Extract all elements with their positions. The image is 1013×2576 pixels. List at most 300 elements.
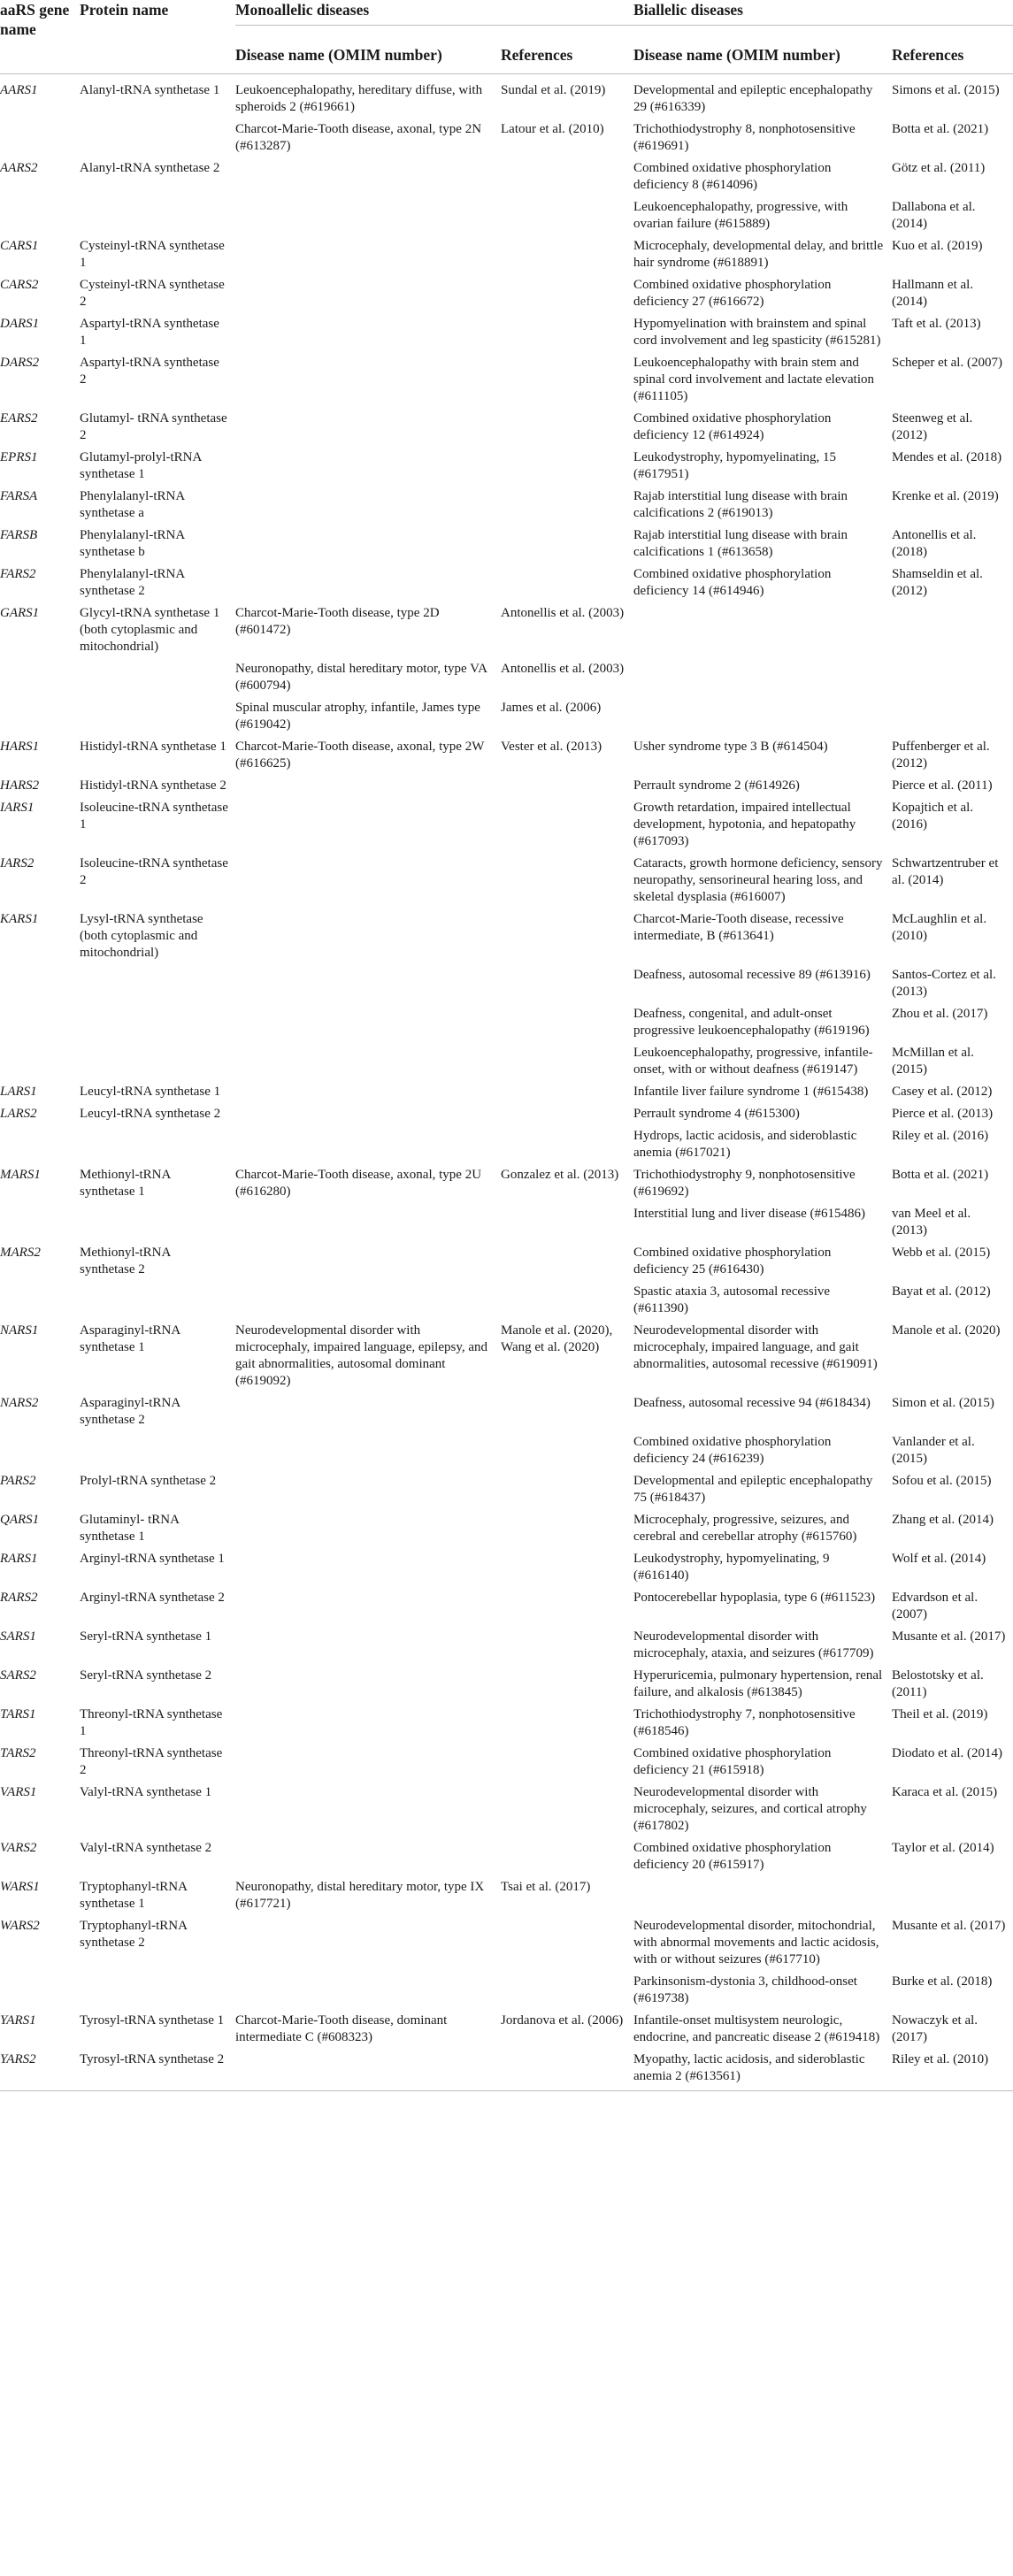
monoallelic-reference-cell — [501, 408, 633, 447]
protein-name-cell — [80, 1042, 235, 1081]
biallelic-disease-cell: Developmental and epileptic encephalopathy 29 (#616339) — [633, 83, 873, 114]
gene-cell: HARS1 — [0, 740, 40, 754]
protein-name-cell: Arginyl-tRNA synthetase 1 — [80, 1552, 225, 1566]
biallelic-reference-cell: Pierce et al. (2013) — [892, 1107, 994, 1121]
monoallelic-reference-cell — [501, 447, 633, 486]
protein-name-cell: Leucyl-tRNA synthetase 1 — [80, 1085, 221, 1099]
monoallelic-reference-cell — [501, 1242, 633, 1281]
table-row — [0, 1392, 1013, 1431]
protein-name-cell — [80, 964, 235, 1003]
monoallelic-disease-cell — [235, 1915, 501, 1971]
protein-name-cell: Tyrosyl-tRNA synthetase 1 — [80, 2013, 225, 2028]
monoallelic-reference-cell — [501, 1915, 633, 1971]
monoallelic-disease-cell: Neuronopathy, distal hereditary motor, type VA (#600794) — [235, 662, 487, 693]
biallelic-reference-cell: Vanlander et al. (2015) — [892, 1435, 975, 1466]
biallelic-reference-cell: Sofou et al. (2015) — [892, 1474, 992, 1488]
monoallelic-reference-cell: Antonellis et al. (2003) — [501, 662, 625, 676]
table-row — [0, 352, 1013, 408]
monoallelic-reference-cell — [501, 235, 633, 274]
gene-cell: IARS1 — [0, 801, 35, 815]
biallelic-disease-cell: Combined oxidative phosphorylation deficiency 12 (#614924) — [633, 411, 832, 442]
header-mono-references: References — [501, 26, 633, 74]
biallelic-disease-cell: Perrault syndrome 2 (#614926) — [633, 778, 800, 793]
biallelic-disease-cell: Combined oxidative phosphorylation deficiency 25 (#616430) — [633, 1246, 832, 1276]
header-monoallelic: Monoallelic diseases — [235, 1, 370, 19]
gene-cell — [0, 119, 80, 157]
gene-cell: CARS1 — [0, 239, 39, 253]
monoallelic-disease-cell — [235, 1081, 501, 1103]
monoallelic-disease-cell — [235, 1431, 501, 1470]
monoallelic-reference-cell — [501, 1392, 633, 1431]
gene-cell: WARS1 — [0, 1880, 40, 1894]
biallelic-disease-cell: Microcephaly, progressive, seizures, and cerebral and cerebellar atrophy (#615760) — [633, 1513, 857, 1544]
header-gene: aaRS gene name — [0, 1, 70, 38]
table-row — [0, 235, 1013, 274]
protein-name-cell: Isoleucine-tRNA synthetase 1 — [80, 801, 228, 832]
protein-name-cell — [80, 1431, 235, 1470]
protein-name-cell: Aspartyl-tRNA synthetase 2 — [80, 356, 219, 387]
protein-name-cell: Tryptophanyl-tRNA synthetase 1 — [80, 1880, 188, 1911]
biallelic-reference-cell: Krenke et al. (2019) — [892, 489, 999, 503]
protein-name-cell: Glutamyl- tRNA synthetase 2 — [80, 411, 227, 442]
gene-cell: RARS2 — [0, 1591, 38, 1605]
table-row — [0, 157, 1013, 196]
biallelic-disease-cell: Leukodystrophy, hypomyelinating, 15 (#617951) — [633, 450, 837, 481]
table-row — [0, 1876, 1013, 1915]
biallelic-disease-cell: Deafness, autosomal recessive 94 (#618434) — [633, 1396, 871, 1410]
table-row — [0, 1003, 1013, 1042]
biallelic-disease-cell: Rajab interstitial lung disease with brain calcifications 1 (#613658) — [633, 528, 848, 559]
table-row — [0, 1320, 1013, 1392]
monoallelic-disease-cell — [235, 352, 501, 408]
biallelic-disease-cell: Deafness, congenital, and adult-onset progressive leukoencephalopathy (#619196) — [633, 1007, 870, 1038]
protein-name-cell — [80, 1125, 235, 1164]
monoallelic-disease-cell — [235, 1971, 501, 2010]
monoallelic-reference-cell — [501, 1704, 633, 1743]
protein-name-cell: Cysteinyl-tRNA synthetase 2 — [80, 278, 225, 309]
gene-cell — [0, 1042, 80, 1081]
monoallelic-reference-cell — [501, 1626, 633, 1665]
biallelic-reference-cell: Belostotsky et al. (2011) — [892, 1668, 984, 1699]
monoallelic-reference-cell — [501, 1743, 633, 1782]
biallelic-disease-cell: Trichothiodystrophy 7, nonphotosensitive (#618546) — [633, 1707, 856, 1738]
table-row — [0, 1164, 1013, 1203]
monoallelic-disease-cell — [235, 775, 501, 797]
table-body — [0, 74, 1013, 2091]
gene-cell: FARSA — [0, 489, 38, 503]
table-row — [0, 447, 1013, 486]
monoallelic-disease-cell — [235, 564, 501, 602]
protein-name-cell: Glutamyl-prolyl-tRNA synthetase 1 — [80, 450, 202, 481]
biallelic-reference-cell: Kuo et al. (2019) — [892, 239, 983, 253]
table-row — [0, 2010, 1013, 2049]
gene-cell: YARS1 — [0, 2013, 36, 2028]
gene-cell: SARS2 — [0, 1668, 36, 1683]
gene-cell: LARS2 — [0, 1107, 37, 1121]
table-row — [0, 2049, 1013, 2091]
table-row — [0, 1837, 1013, 1876]
gene-cell — [0, 196, 80, 235]
monoallelic-disease-cell — [235, 525, 501, 564]
monoallelic-reference-cell — [501, 1003, 633, 1042]
monoallelic-reference-cell — [501, 775, 633, 797]
protein-name-cell: Methionyl-tRNA synthetase 1 — [80, 1168, 171, 1199]
monoallelic-reference-cell — [501, 274, 633, 313]
table-row — [0, 853, 1013, 908]
biallelic-reference-cell: Mendes et al. (2018) — [892, 450, 1002, 464]
header-biallelic: Biallelic diseases — [633, 1, 743, 19]
gene-cell: DARS1 — [0, 317, 40, 331]
monoallelic-reference-cell — [501, 157, 633, 196]
monoallelic-disease-cell — [235, 1548, 501, 1587]
biallelic-reference-cell — [892, 1876, 1013, 1915]
gene-cell: CARS2 — [0, 278, 39, 292]
monoallelic-reference-cell — [501, 853, 633, 908]
gene-cell — [0, 1203, 80, 1242]
table-row — [0, 1782, 1013, 1837]
biallelic-disease-cell: Leukodystrophy, hypomyelinating, 9 (#616140) — [633, 1552, 830, 1583]
monoallelic-disease-cell — [235, 1003, 501, 1042]
biallelic-disease-cell: Usher syndrome type 3 B (#614504) — [633, 740, 828, 754]
biallelic-reference-cell: Götz et al. (2011) — [892, 161, 986, 175]
biallelic-reference-cell: Hallmann et al. (2014) — [892, 278, 974, 309]
monoallelic-reference-cell — [501, 564, 633, 602]
protein-name-cell: Phenylalanyl-tRNA synthetase b — [80, 528, 185, 559]
gene-cell — [0, 1003, 80, 1042]
biallelic-reference-cell: Antonellis et al. (2018) — [892, 528, 977, 559]
gene-cell: SARS1 — [0, 1629, 36, 1644]
monoallelic-reference-cell — [501, 1103, 633, 1125]
table-row — [0, 274, 1013, 313]
gene-cell: IARS2 — [0, 856, 35, 870]
gene-cell — [0, 1971, 80, 2010]
table-row — [0, 1548, 1013, 1587]
monoallelic-reference-cell: James et al. (2006) — [501, 701, 602, 715]
biallelic-disease-cell: Interstitial lung and liver disease (#615486) — [633, 1207, 866, 1221]
biallelic-reference-cell: Schwartzentruber et al. (2014) — [892, 856, 999, 887]
monoallelic-reference-cell — [501, 1281, 633, 1320]
biallelic-disease-cell: Trichothiodystrophy 8, nonphotosensitive (#619691) — [633, 122, 856, 153]
table-row — [0, 602, 1013, 658]
monoallelic-disease-cell — [235, 1470, 501, 1509]
gene-cell: AARS1 — [0, 83, 38, 97]
monoallelic-reference-cell — [501, 1125, 633, 1164]
monoallelic-reference-cell — [501, 486, 633, 525]
table-row — [0, 119, 1013, 157]
table-row — [0, 486, 1013, 525]
protein-name-cell: Prolyl-tRNA synthetase 2 — [80, 1474, 217, 1488]
monoallelic-disease-cell: Neuronopathy, distal hereditary motor, type IX (#617721) — [235, 1880, 485, 1911]
monoallelic-disease-cell — [235, 1203, 501, 1242]
biallelic-reference-cell: Webb et al. (2015) — [892, 1246, 991, 1260]
biallelic-reference-cell: Nowaczyk et al. (2017) — [892, 2013, 978, 2044]
monoallelic-disease-cell — [235, 408, 501, 447]
biallelic-reference-cell: Manole et al. (2020) — [892, 1323, 1001, 1338]
biallelic-reference-cell: Wolf et al. (2014) — [892, 1552, 986, 1566]
table-row — [0, 697, 1013, 736]
monoallelic-reference-cell — [501, 964, 633, 1003]
monoallelic-disease-cell — [235, 1392, 501, 1431]
table-row — [0, 1587, 1013, 1626]
biallelic-disease-cell: Hydrops, lactic acidosis, and sideroblastic anemia (#617021) — [633, 1129, 857, 1160]
table-row — [0, 1743, 1013, 1782]
table-row — [0, 1203, 1013, 1242]
monoallelic-reference-cell: Vester et al. (2013) — [501, 740, 602, 754]
gene-cell: EPRS1 — [0, 450, 38, 464]
biallelic-reference-cell: Shamseldin et al. (2012) — [892, 567, 983, 598]
biallelic-disease-cell: Perrault syndrome 4 (#615300) — [633, 1107, 800, 1121]
gene-cell: WARS2 — [0, 1919, 40, 1933]
protein-name-cell: Valyl-tRNA synthetase 1 — [80, 1785, 212, 1799]
protein-name-cell: Tryptophanyl-tRNA synthetase 2 — [80, 1919, 188, 1950]
monoallelic-disease-cell: Charcot-Marie-Tooth disease, type 2D (#601472) — [235, 606, 440, 637]
biallelic-reference-cell — [892, 697, 1013, 736]
protein-name-cell: Glycyl-tRNA synthetase 1 (both cytoplasmic and mitochondrial) — [80, 606, 220, 654]
monoallelic-disease-cell — [235, 1042, 501, 1081]
monoallelic-disease-cell — [235, 1509, 501, 1548]
biallelic-disease-cell: Deafness, autosomal recessive 89 (#613916) — [633, 968, 871, 982]
header-protein: Protein name — [80, 1, 169, 19]
gene-cell: MARS2 — [0, 1246, 41, 1260]
monoallelic-reference-cell — [501, 908, 633, 964]
monoallelic-reference-cell — [501, 313, 633, 352]
monoallelic-disease-cell — [235, 1743, 501, 1782]
biallelic-reference-cell: McLaughlin et al. (2010) — [892, 912, 987, 943]
biallelic-reference-cell — [892, 602, 1013, 658]
biallelic-reference-cell: Botta et al. (2021) — [892, 1168, 989, 1182]
table-row — [0, 1470, 1013, 1509]
monoallelic-disease-cell — [235, 1704, 501, 1743]
protein-name-cell: Valyl-tRNA synthetase 2 — [80, 1841, 212, 1855]
gene-cell: NARS2 — [0, 1396, 39, 1410]
protein-name-cell: Phenylalanyl-tRNA synthetase a — [80, 489, 185, 520]
monoallelic-reference-cell — [501, 1509, 633, 1548]
biallelic-disease-cell: Combined oxidative phosphorylation deficiency 8 (#614096) — [633, 161, 832, 192]
protein-name-cell: Asparaginyl-tRNA synthetase 1 — [80, 1323, 180, 1354]
monoallelic-reference-cell — [501, 797, 633, 853]
monoallelic-reference-cell — [501, 1042, 633, 1081]
monoallelic-reference-cell: Jordanova et al. (2006) — [501, 2013, 624, 2028]
biallelic-disease-cell: Growth retardation, impaired intellectual development, hypotonia, and hepatopathy (#617093) — [633, 801, 856, 848]
protein-name-cell: Alanyl-tRNA synthetase 1 — [80, 83, 220, 97]
gene-cell: AARS2 — [0, 161, 38, 175]
biallelic-reference-cell: Dallabona et al. (2014) — [892, 200, 976, 231]
monoallelic-disease-cell — [235, 2049, 501, 2091]
protein-name-cell: Seryl-tRNA synthetase 2 — [80, 1668, 212, 1683]
protein-name-cell: Alanyl-tRNA synthetase 2 — [80, 161, 220, 175]
monoallelic-reference-cell: Tsai et al. (2017) — [501, 1880, 591, 1894]
table-row — [0, 1042, 1013, 1081]
protein-name-cell: Methionyl-tRNA synthetase 2 — [80, 1246, 171, 1276]
table-row — [0, 1971, 1013, 2010]
biallelic-reference-cell: van Meel et al. (2013) — [892, 1207, 971, 1238]
protein-name-cell: Leucyl-tRNA synthetase 2 — [80, 1107, 221, 1121]
biallelic-reference-cell — [892, 658, 1013, 697]
biallelic-disease-cell — [633, 697, 892, 736]
protein-name-cell: Threonyl-tRNA synthetase 2 — [80, 1746, 223, 1777]
protein-name-cell — [80, 1203, 235, 1242]
table-row — [0, 196, 1013, 235]
biallelic-disease-cell — [633, 658, 892, 697]
monoallelic-disease-cell — [235, 908, 501, 964]
gene-cell: YARS2 — [0, 2052, 36, 2066]
table-row — [0, 1704, 1013, 1743]
monoallelic-reference-cell — [501, 525, 633, 564]
biallelic-disease-cell: Hyperuricemia, pulmonary hypertension, renal failure, and alkalosis (#613845) — [633, 1668, 883, 1699]
monoallelic-reference-cell — [501, 196, 633, 235]
protein-name-cell: Glutaminyl- tRNA synthetase 1 — [80, 1513, 180, 1544]
gene-cell: VARS1 — [0, 1785, 37, 1799]
monoallelic-disease-cell — [235, 313, 501, 352]
gene-cell: RARS1 — [0, 1552, 38, 1566]
protein-name-cell: Tyrosyl-tRNA synthetase 2 — [80, 2052, 225, 2066]
biallelic-disease-cell: Hypomyelination with brainstem and spinal cord involvement and leg spasticity (#615281) — [633, 317, 881, 348]
monoallelic-disease-cell — [235, 274, 501, 313]
biallelic-reference-cell: Musante et al. (2017) — [892, 1629, 1006, 1644]
gene-cell: MARS1 — [0, 1168, 41, 1182]
monoallelic-disease-cell — [235, 1587, 501, 1626]
protein-name-cell — [80, 1281, 235, 1320]
table-row — [0, 1281, 1013, 1320]
biallelic-disease-cell: Parkinsonism-dystonia 3, childhood-onset (#619738) — [633, 1974, 857, 2005]
biallelic-reference-cell: Botta et al. (2021) — [892, 122, 989, 136]
protein-name-cell: Histidyl-tRNA synthetase 1 — [80, 740, 226, 754]
monoallelic-disease-cell — [235, 447, 501, 486]
gene-cell: TARS2 — [0, 1746, 36, 1760]
monoallelic-reference-cell — [501, 1971, 633, 2010]
monoallelic-reference-cell: Sundal et al. (2019) — [501, 83, 606, 97]
gene-cell: TARS1 — [0, 1707, 36, 1721]
protein-name-cell: Seryl-tRNA synthetase 1 — [80, 1629, 212, 1644]
biallelic-disease-cell: Rajab interstitial lung disease with brain calcifications 2 (#619013) — [633, 489, 848, 520]
table-row — [0, 74, 1013, 119]
biallelic-disease-cell: Trichothiodystrophy 9, nonphotosensitive (#619692) — [633, 1168, 856, 1199]
biallelic-disease-cell: Microcephaly, developmental delay, and brittle hair syndrome (#618891) — [633, 239, 884, 270]
biallelic-disease-cell: Developmental and epileptic encephalopathy 75 (#618437) — [633, 1474, 873, 1505]
biallelic-disease-cell: Cataracts, growth hormone deficiency, sensory neuropathy, sensorineural hearing loss, and skeletal dysplasia (#616007) — [633, 856, 883, 904]
biallelic-reference-cell: Simon et al. (2015) — [892, 1396, 994, 1410]
monoallelic-reference-cell — [501, 352, 633, 408]
monoallelic-disease-cell — [235, 486, 501, 525]
table-row — [0, 1509, 1013, 1548]
monoallelic-reference-cell — [501, 1203, 633, 1242]
table-row — [0, 775, 1013, 797]
gene-cell: NARS1 — [0, 1323, 39, 1338]
protein-name-cell — [80, 196, 235, 235]
gene-cell: HARS2 — [0, 778, 40, 793]
protein-name-cell: Threonyl-tRNA synthetase 1 — [80, 1707, 223, 1738]
biallelic-disease-cell: Myopathy, lactic acidosis, and sideroblastic anemia 2 (#613561) — [633, 2052, 865, 2083]
monoallelic-disease-cell: Charcot-Marie-Tooth disease, axonal, type 2N (#613287) — [235, 122, 482, 153]
biallelic-reference-cell: Steenweg et al. (2012) — [892, 411, 973, 442]
monoallelic-disease-cell: Leukoencephalopathy, hereditary diffuse, with spheroids 2 (#619661) — [235, 83, 483, 114]
monoallelic-reference-cell: Antonellis et al. (2003) — [501, 606, 625, 620]
biallelic-disease-cell: Leukoencephalopathy with brain stem and spinal cord involvement and lactate elevation (#611105) — [633, 356, 875, 403]
biallelic-reference-cell: Pierce et al. (2011) — [892, 778, 993, 793]
biallelic-reference-cell: Musante et al. (2017) — [892, 1919, 1006, 1933]
biallelic-reference-cell: Burke et al. (2018) — [892, 1974, 993, 1989]
monoallelic-disease-cell — [235, 1665, 501, 1704]
protein-name-cell — [80, 1971, 235, 2010]
protein-name-cell: Aspartyl-tRNA synthetase 1 — [80, 317, 219, 348]
protein-name-cell: Lysyl-tRNA synthetase (both cytoplasmic and mitochondrial) — [80, 912, 203, 960]
header-bi-disease: Disease name (OMIM number) — [633, 26, 892, 74]
biallelic-reference-cell: Riley et al. (2016) — [892, 1129, 989, 1143]
protein-name-cell: Cysteinyl-tRNA synthetase 1 — [80, 239, 225, 270]
monoallelic-disease-cell — [235, 235, 501, 274]
biallelic-reference-cell: Scheper et al. (2007) — [892, 356, 1002, 370]
biallelic-reference-cell: Taylor et al. (2014) — [892, 1841, 994, 1855]
table-row — [0, 797, 1013, 853]
monoallelic-reference-cell: Manole et al. (2020), Wang et al. (2020) — [501, 1323, 613, 1354]
gene-cell: PARS2 — [0, 1474, 36, 1488]
biallelic-reference-cell: Edvardson et al. (2007) — [892, 1591, 978, 1622]
gene-cell: DARS2 — [0, 356, 40, 370]
biallelic-reference-cell: Kopajtich et al. (2016) — [892, 801, 974, 832]
biallelic-reference-cell: Zhou et al. (2017) — [892, 1007, 988, 1021]
gene-cell: VARS2 — [0, 1841, 37, 1855]
gene-cell: FARS2 — [0, 567, 36, 581]
gene-cell — [0, 1431, 80, 1470]
table-row — [0, 658, 1013, 697]
biallelic-disease-cell: Combined oxidative phosphorylation deficiency 14 (#614946) — [633, 567, 832, 598]
gene-cell: FARSB — [0, 528, 38, 542]
monoallelic-disease-cell — [235, 1103, 501, 1125]
table-row — [0, 564, 1013, 602]
biallelic-disease-cell: Leukoencephalopathy, progressive, infantile-onset, with or without deafness (#619147) — [633, 1046, 873, 1077]
protein-name-cell — [80, 697, 235, 736]
table-row — [0, 1626, 1013, 1665]
biallelic-reference-cell: Diodato et al. (2014) — [892, 1746, 1002, 1760]
biallelic-reference-cell: Riley et al. (2010) — [892, 2052, 989, 2066]
table-row — [0, 313, 1013, 352]
biallelic-disease-cell: Charcot-Marie-Tooth disease, recessive intermediate, B (#613641) — [633, 912, 844, 943]
biallelic-reference-cell: Santos-Cortez et al. (2013) — [892, 968, 996, 999]
protein-name-cell: Histidyl-tRNA synthetase 2 — [80, 778, 226, 793]
gene-cell: EARS2 — [0, 411, 38, 426]
protein-name-cell: Phenylalanyl-tRNA synthetase 2 — [80, 567, 185, 598]
monoallelic-disease-cell: Spinal muscular atrophy, infantile, James type (#619042) — [235, 701, 480, 732]
monoallelic-disease-cell — [235, 853, 501, 908]
monoallelic-disease-cell — [235, 1626, 501, 1665]
monoallelic-reference-cell — [501, 2049, 633, 2091]
biallelic-disease-cell: Spastic ataxia 3, autosomal recessive (#611390) — [633, 1284, 831, 1315]
monoallelic-disease-cell — [235, 157, 501, 196]
protein-name-cell — [80, 658, 235, 697]
table-row — [0, 1915, 1013, 1971]
biallelic-disease-cell: Infantile-onset multisystem neurologic, endocrine, and pancreatic disease 2 (#619418) — [633, 2013, 880, 2044]
biallelic-disease-cell: Combined oxidative phosphorylation deficiency 20 (#615917) — [633, 1841, 832, 1872]
table-row — [0, 1125, 1013, 1164]
monoallelic-reference-cell: Gonzalez et al. (2013) — [501, 1168, 619, 1182]
biallelic-disease-cell: Leukoencephalopathy, progressive, with ovarian failure (#615889) — [633, 200, 848, 231]
biallelic-reference-cell: Taft et al. (2013) — [892, 317, 981, 331]
monoallelic-reference-cell — [501, 1665, 633, 1704]
table-row — [0, 908, 1013, 964]
protein-name-cell: Asparaginyl-tRNA synthetase 2 — [80, 1396, 180, 1427]
monoallelic-disease-cell — [235, 1125, 501, 1164]
monoallelic-disease-cell — [235, 964, 501, 1003]
monoallelic-disease-cell: Charcot-Marie-Tooth disease, axonal, type 2U (#616280) — [235, 1168, 482, 1199]
table-row — [0, 1242, 1013, 1281]
biallelic-disease-cell — [633, 602, 892, 658]
protein-name-cell — [80, 1003, 235, 1042]
monoallelic-reference-cell — [501, 1081, 633, 1103]
gene-cell — [0, 1125, 80, 1164]
monoallelic-disease-cell — [235, 196, 501, 235]
monoallelic-reference-cell — [501, 1782, 633, 1837]
biallelic-disease-cell: Neurodevelopmental disorder with microcephaly, ataxia, and seizures (#617709) — [633, 1629, 874, 1660]
